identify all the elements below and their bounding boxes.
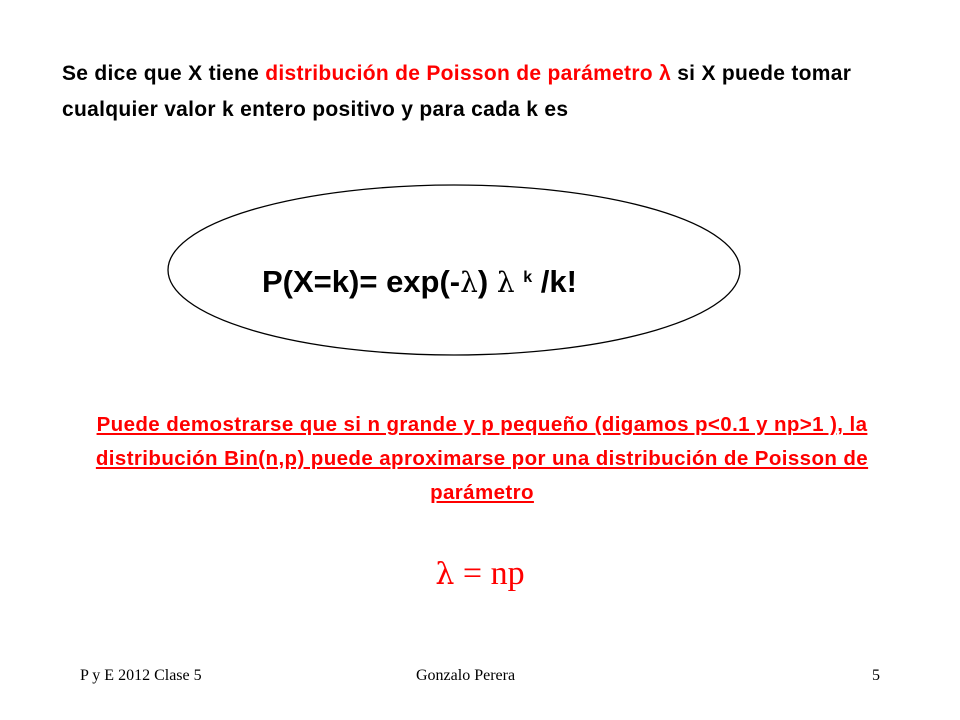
formula-lambda-base: λ xyxy=(496,266,515,299)
formula-lambda: λ xyxy=(460,266,478,299)
footer-author: Gonzalo Perera xyxy=(416,667,516,684)
formula-exp-open: exp(- xyxy=(386,264,461,299)
poisson-formula xyxy=(262,262,577,303)
footer-course: P y E 2012 Clase 5 xyxy=(80,667,202,684)
footer-page-number: 5 xyxy=(872,667,880,684)
lambda-symbol: λ xyxy=(435,557,455,592)
formula-exp-close: ) xyxy=(477,264,497,299)
lambda-rhs: = np xyxy=(454,555,525,592)
approximation-note: Puede demostrarse que si n grande y p pequeño (digamos p<0.1 y np>1 ), la distribución Bin(n,p) puede aproximarse por una distribución de Poisson de parámetro xyxy=(95,413,869,504)
lambda-equation xyxy=(380,552,580,597)
formula-lhs: P(X=k)= xyxy=(262,264,387,299)
formula-tail: /k! xyxy=(532,264,577,299)
intro-text-end: si X puede tomar cualquier valor k entero positivo y para cada k es xyxy=(62,62,852,121)
formula-exponent: k xyxy=(523,269,533,286)
intro-text-start: Se dice que X tiene xyxy=(62,62,266,85)
intro-highlight: distribución de Poisson de parámetro λ xyxy=(265,62,672,85)
